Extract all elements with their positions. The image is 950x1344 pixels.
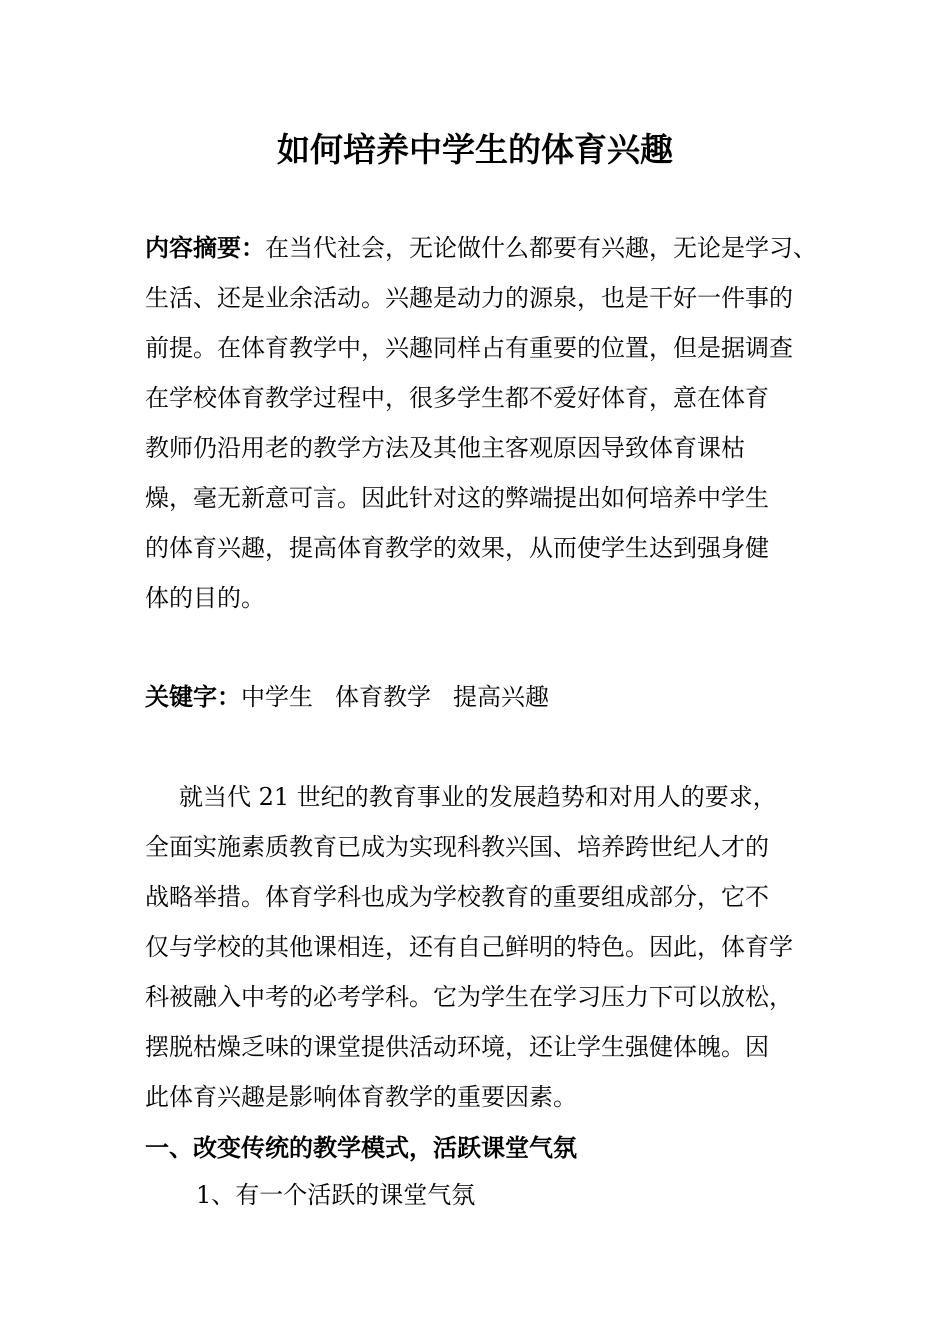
body-line: 摆脱枯燥乏味的课堂提供活动环境，还让学生强健体魄。因	[145, 1033, 769, 1061]
abstract-section	[145, 223, 815, 623]
keywords-line	[145, 672, 815, 722]
abstract-line: 在学校体育教学过程中，很多学生都不爱好体育，意在体育	[145, 384, 769, 412]
abstract-line: 燥，毫无新意可言。因此针对这的弊端提出如何培养中学生	[145, 484, 769, 512]
body-line: 就当代 21 世纪的教育事业的发展趋势和对用人的要求，	[179, 783, 777, 811]
body-line: 战略举措。体育学科也成为学校教育的重要组成部分，它不	[145, 883, 769, 911]
subsection-heading: 1、有一个活跃的课堂气氛	[196, 1181, 476, 1209]
keyword: 体育教学	[335, 683, 431, 711]
abstract-text: 在当代社会，无论做什么都要有兴趣，无论是学习、	[265, 234, 817, 262]
abstract-label: 内容摘要：	[145, 233, 265, 262]
abstract-line	[145, 223, 815, 273]
body-line: 科被融入中考的必考学科。它为学生在学习压力下可以放松，	[145, 983, 793, 1011]
abstract-line: 体的目的。	[145, 584, 265, 612]
body-line: 此体育兴趣是影响体育教学的重要因素。	[145, 1083, 577, 1111]
body-line: 仅与学校的其他课相连，还有自己鲜明的特色。因此，体育学	[145, 933, 793, 961]
section-heading: 一、改变传统的教学模式，活跃课堂气氛	[145, 1133, 577, 1162]
body-line: 全面实施素质教育已成为实现科教兴国、培养跨世纪人才的	[145, 833, 769, 861]
body-paragraph	[145, 772, 815, 1122]
abstract-line: 生活、还是业余活动。兴趣是动力的源泉，也是干好一件事的	[145, 284, 793, 312]
abstract-line: 的体育兴趣，提高体育教学的效果，从而使学生达到强身健	[145, 534, 769, 562]
keyword: 提高兴趣	[453, 683, 549, 711]
abstract-line: 前提。在体育教学中，兴趣同样占有重要的位置，但是据调查	[145, 334, 793, 362]
document-title: 如何培养中学生的体育兴趣	[277, 130, 673, 169]
keyword: 中学生	[241, 683, 313, 711]
abstract-line: 教师仍沿用老的教学方法及其他主客观原因导致体育课枯	[145, 434, 745, 462]
keywords-section	[145, 672, 815, 722]
keywords-label: 关键字：	[145, 682, 241, 711]
